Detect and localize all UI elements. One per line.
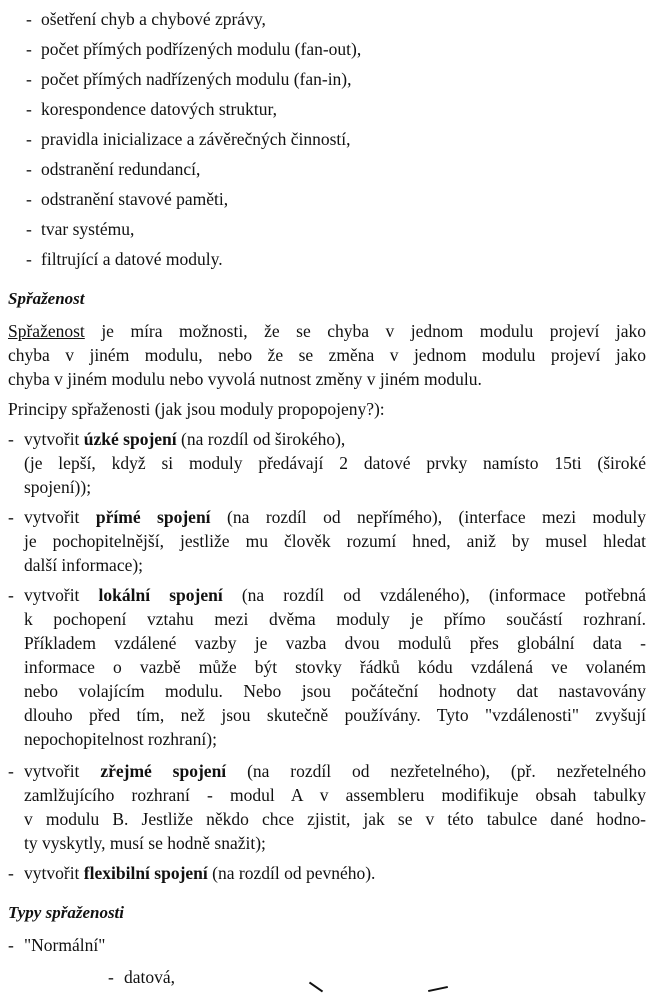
principle-4-term: zřejmé spojení <box>100 761 227 781</box>
principles-intro: Principy spřaženosti (jak jsou moduly propopojeny?): <box>8 399 385 419</box>
list-dash: - <box>26 69 32 89</box>
types-subitem-data: datová, <box>124 967 176 987</box>
types-sub-dash: - <box>108 967 114 987</box>
principle-dash: - <box>8 863 14 883</box>
principle-2-pre: vytvořit <box>24 507 96 527</box>
principle-4-line-1 <box>24 760 646 782</box>
principle-5-post: (na rozdíl od pevného). <box>207 863 376 883</box>
list-dash: - <box>26 129 32 149</box>
list-dash: - <box>26 99 32 119</box>
scan-mark <box>309 982 323 993</box>
principle-3-line-2: k pochopení vztahu mezi dvěma moduly je přímo součástí rozhraní. <box>24 609 646 629</box>
section-heading-coupling-types: Typy spřaženosti <box>8 903 125 922</box>
principle-dash: - <box>8 761 14 781</box>
list-item: pravidla inicializace a závěrečných činností, <box>41 129 351 149</box>
principle-1-term: úzké spojení <box>83 429 177 449</box>
principle-2-line-2: je pochopitelnější, jestliže mu člověk rozumí hned, aniž by musel hledat <box>24 531 646 551</box>
principle-5-pre: vytvořit <box>24 863 84 883</box>
principle-4-line-2: zamlžujícího rozhraní - modul A v assembleru modifikuje obsah tabulky <box>24 785 646 805</box>
principle-2-post: (na rozdíl od nepřímého), (interface mezi moduly <box>210 507 646 527</box>
principle-dash: - <box>8 429 14 449</box>
types-item-normal: "Normální" <box>24 935 106 955</box>
principle-dash: - <box>8 585 14 605</box>
principle-1-post: (na rozdíl od širokého), <box>176 429 346 449</box>
principle-3-line-1 <box>24 584 646 606</box>
list-dash: - <box>26 249 32 269</box>
principle-2-term: přímé spojení <box>95 507 211 527</box>
list-dash: - <box>26 159 32 179</box>
list-item: tvar systému, <box>41 219 135 239</box>
principle-5-term: flexibilní spojení <box>83 863 208 883</box>
principle-3-line-6: dlouho před tím, než jsou skutečně používány. Tyto "vzdálenosti" zvyšují <box>24 705 646 725</box>
scan-mark <box>428 986 448 992</box>
principle-1-pre: vytvořit <box>24 429 84 449</box>
definition-line-3: chyba v jiném modulu nebo vyvolá nutnost změny v jiném modulu. <box>8 369 482 389</box>
principle-1-line-2: (je lepší, když si moduly předávají 2 datové prvky namísto 15ti (široké <box>24 453 646 473</box>
principle-dash: - <box>8 507 14 527</box>
list-item: korespondence datových struktur, <box>41 99 277 119</box>
section-heading-coupling: Spřaženost <box>8 289 85 308</box>
principle-3-term: lokální spojení <box>98 585 223 605</box>
principle-2-line-3: další informace); <box>24 555 144 575</box>
principle-4-pre: vytvořit <box>24 761 101 781</box>
principle-1-line-1 <box>24 428 345 450</box>
principle-1-line-3: spojení)); <box>24 477 92 497</box>
list-dash: - <box>26 219 32 239</box>
principle-5-line-1 <box>24 862 375 884</box>
list-item: počet přímých podřízených modulu (fan-out), <box>41 39 362 59</box>
principle-3-post: (na rozdíl od vzdáleného), (informace potřebná <box>222 585 646 605</box>
list-item: počet přímých nadřízených modulu (fan-in), <box>41 69 352 89</box>
principle-3-pre: vytvořit <box>24 585 99 605</box>
principle-3-line-3: Příkladem vzdálené vazby je vazba dvou modulů přes globální data - <box>24 633 646 653</box>
principle-3-line-4: informace o vazbě může být stovky řádků kódu vzdálená ve volaném <box>24 657 646 677</box>
types-dash: - <box>8 935 14 955</box>
definition-term: Spřaženost <box>8 321 85 341</box>
list-dash: - <box>26 39 32 59</box>
definition-line-2: chyba v jiném modulu, nebo že se změna v jednom modulu projeví jako <box>8 345 646 365</box>
principle-4-line-4: ty vyskytly, musí se hodně snažit); <box>24 833 266 853</box>
principle-3-line-7: nepochopitelnost rozhraní); <box>24 729 217 749</box>
principle-3-line-5: nebo volajícím modulu. Nebo jsou počáteční hodnoty dat nastavovány <box>24 681 646 701</box>
principle-4-post: (na rozdíl od nezřetelného), (př. nezřetelného <box>226 761 646 781</box>
definition-line-1 <box>8 320 646 342</box>
list-dash: - <box>26 9 32 29</box>
list-dash: - <box>26 189 32 209</box>
list-item: odstranění stavové paměti, <box>41 189 229 209</box>
list-item: odstranění redundancí, <box>41 159 201 179</box>
principle-2-line-1 <box>24 506 646 528</box>
principle-4-line-3: v modulu B. Jestliže někdo chce zjistit, jak se v této tabulce dané hodno- <box>24 809 646 829</box>
list-item: ošetření chyb a chybové zprávy, <box>41 9 266 29</box>
definition-text: je míra možnosti, že se chyba v jednom modulu projeví jako <box>101 321 646 341</box>
list-item: filtrující a datové moduly. <box>41 249 223 269</box>
